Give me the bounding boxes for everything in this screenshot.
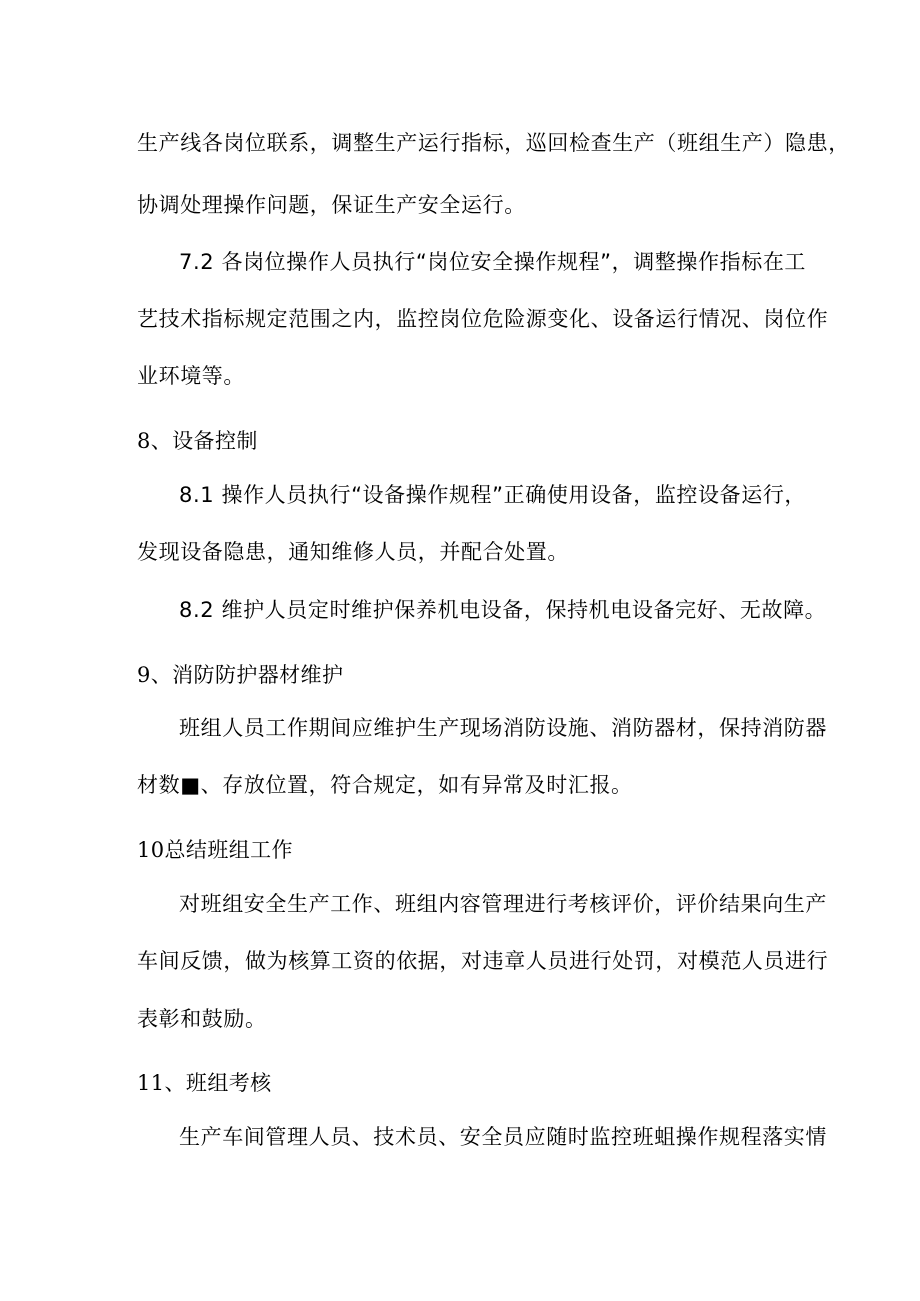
- heading-section-11: 11、班组考核: [137, 1071, 272, 1095]
- paragraph-line: 车间反馈，做为核算工资的依据，对违章人员进行处罚，对模范人员进行: [137, 949, 829, 973]
- paragraph-line: 表彰和鼓励。: [137, 1007, 267, 1031]
- paragraph-line: 对班组安全生产工作、班组内容管理进行考核评价，评价结果向生产: [179, 892, 827, 916]
- paragraph-line: 生产线各岗位联系，调整生产运行指标，巡回检查生产（班组生产）隐患，: [137, 131, 850, 155]
- paragraph-line: 班组人员工作期间应维护生产现场消防设施、消防器材，保持消防器: [179, 716, 827, 740]
- heading-section-10: 10总结班组工作: [137, 838, 293, 862]
- section-8-2-line: 8.2 维护人员定时维护保养机电设备，保持机电设备完好、无故障。: [179, 598, 827, 622]
- paragraph-line: 生产车间管理人员、技术员、安全员应随时监控班蛆操作规程落实情: [179, 1125, 827, 1149]
- paragraph-line: 发现设备隐患，通知维修人员，并配合处置。: [137, 540, 569, 564]
- paragraph-line: 业环境等。: [137, 364, 245, 388]
- heading-section-9: 9、消防防护器材维护: [137, 663, 344, 687]
- paragraph-line: 艺技术指标规定范围之内，监控岗位危险源变化、设备运行情况、岗位作: [137, 307, 829, 331]
- section-7-2-line: 7.2 各岗位操作人员执行“岗位安全操作规程”，调整操作指标在工: [179, 250, 807, 274]
- paragraph-line: 材数■、存放位置，符合规定，如有异常及时汇报。: [137, 773, 633, 797]
- paragraph-line: 协调处理操作问题，保证生产安全运行。: [137, 193, 526, 217]
- heading-section-8: 8、设备控制: [137, 429, 258, 453]
- section-8-1-line: 8.1 操作人员执行“设备操作规程”正确使用设备，监控设备运行，: [179, 483, 807, 507]
